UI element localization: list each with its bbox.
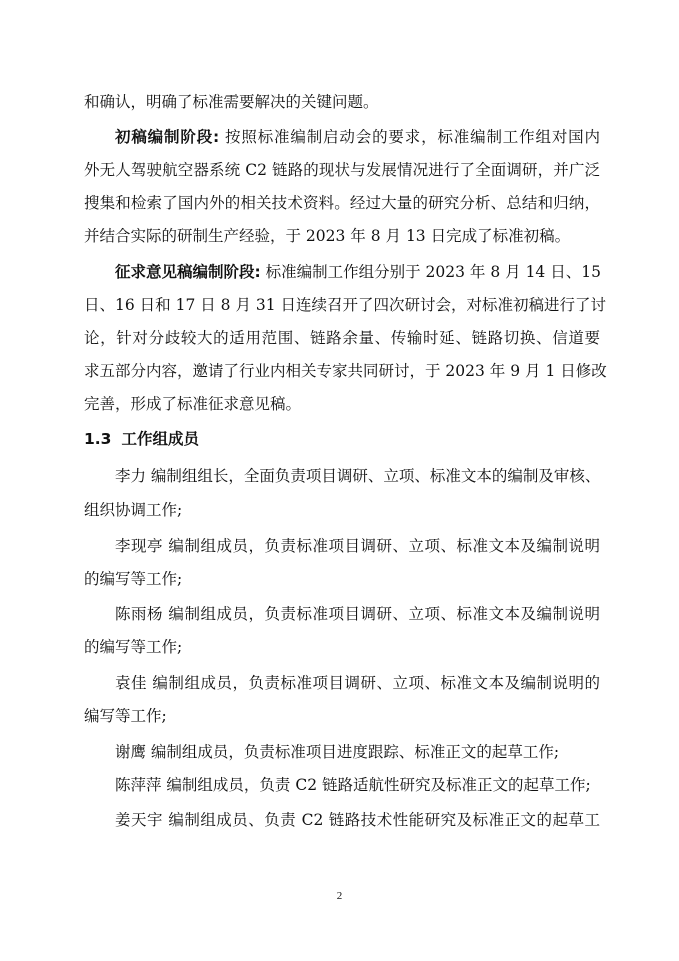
member-entry-line: 陈雨杨 编制组成员，负责标准项目调研、立项、标准文本及编制说明 xyxy=(115,605,600,623)
section-number: 1.3 xyxy=(84,430,112,448)
member-entry-line: 陈萍萍 编制组成员，负责 C2 链路适航性研究及标准正文的起草工作; xyxy=(115,776,591,794)
member-entry-line: 姜天宇 编制组成员、负责 C2 链路技术性能研究及标准正文的起草工 xyxy=(115,811,600,829)
page-number: 2 xyxy=(336,890,343,902)
stage-label: 征求意见稿编制阶段: xyxy=(115,263,261,281)
member-entry-line: 组织协调工作; xyxy=(84,501,183,519)
member-entry-line: 的编写等工作; xyxy=(84,638,183,656)
paragraph-text: 按照标准编制启动会的要求，标准编制工作组对国内 xyxy=(219,128,600,146)
member-entry-line: 编写等工作; xyxy=(84,707,167,725)
paragraph-text-line: 和确认，明确了标准需要解决的关键问题。 xyxy=(84,93,379,111)
paragraph-text-line: 搜集和检索了国内外的相关技术资料。经过大量的研究分析、总结和归纳， xyxy=(84,194,600,212)
section-heading xyxy=(84,429,199,449)
paragraph-text-line: 完善，形成了标准征求意见稿。 xyxy=(84,395,302,413)
member-entry-line: 李现亭 编制组成员，负责标准项目调研、立项、标准文本及编制说明 xyxy=(115,537,600,555)
paragraph-text-line: 外无人驾驶航空器系统 C2 链路的现状与发展情况进行了全面调研，并广泛 xyxy=(84,161,600,179)
paragraph-first-line xyxy=(115,127,600,147)
paragraph-text-line: 并结合实际的研制生产经验，于 2023 年 8 月 13 日完成了标准初稿。 xyxy=(84,227,571,245)
stage-label: 初稿编制阶段: xyxy=(115,128,220,146)
paragraph-text-line: 论，针对分歧较大的适用范围、链路余量、传输时延、链路切换、信道要 xyxy=(84,329,600,347)
member-entry-line: 袁佳 编制组成员，负责标准项目调研、立项、标准文本及编制说明的 xyxy=(115,674,600,692)
member-entry-line: 谢鹰 编制组成员，负责标准项目进度跟踪、标准正文的起草工作; xyxy=(115,743,560,761)
member-entry-line: 的编写等工作; xyxy=(84,570,183,588)
section-title: 工作组成员 xyxy=(121,430,199,448)
paragraph-text-line: 求五部分内容，邀请了行业内相关专家共同研讨，于 2023 年 9 月 1 日修改 xyxy=(84,362,607,380)
member-entry-line: 李力 编制组组长，全面负责项目调研、立项、标准文本的编制及审核、 xyxy=(115,467,601,485)
paragraph-text-line: 日、16 日和 17 日 8 月 31 日连续召开了四次研讨会，对标准初稿进行了讨 xyxy=(84,296,607,314)
paragraph-first-line xyxy=(115,262,600,282)
paragraph-text: 标准编制工作组分别于 2023 年 8 月 14 日、15 xyxy=(260,263,601,281)
